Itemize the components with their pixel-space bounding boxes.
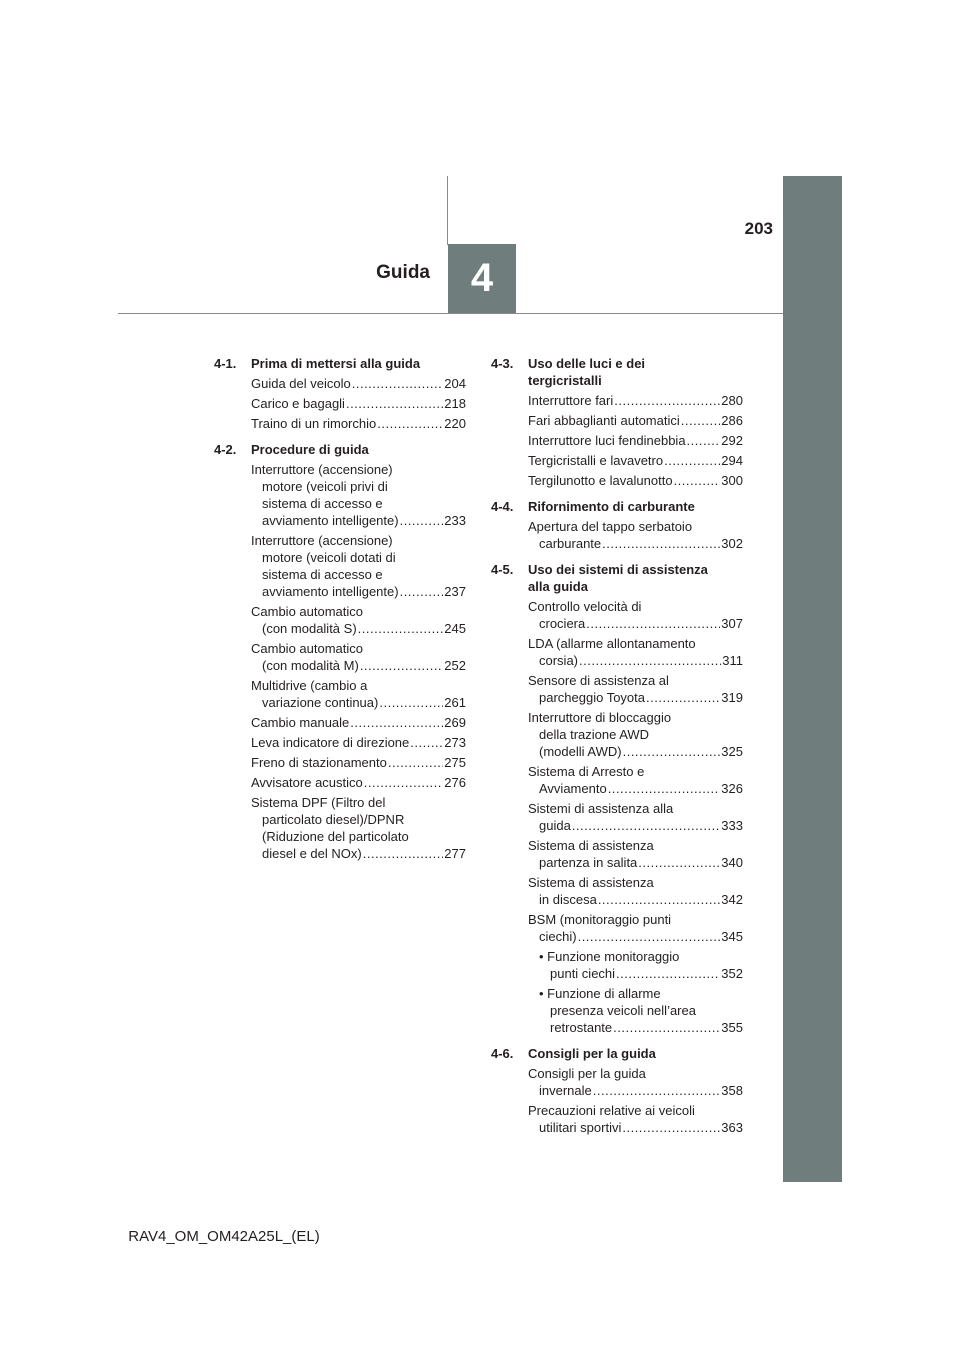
toc-entry-text: Interruttore luci fendinebbia	[528, 433, 686, 448]
toc-leader-dots	[598, 891, 720, 908]
toc-section-number: 4-5.	[491, 562, 514, 577]
toc-entry-line: LDA (allarme allontanamento	[528, 636, 696, 651]
toc-entry-line	[251, 375, 466, 392]
toc-entry[interactable]	[251, 774, 466, 791]
toc-entry-line: particolato diesel)/DPNR	[262, 812, 405, 827]
toc-section-title: Uso dei sistemi di assistenza alla guida	[528, 562, 708, 594]
toc-page-number: 245	[444, 621, 466, 636]
toc-entry-text: Cambio manuale	[251, 715, 350, 730]
toc-leader-dots	[578, 928, 721, 945]
toc-leader-dots	[350, 714, 443, 731]
toc-entry-line: motore (veicoli dotati di	[262, 550, 396, 565]
toc-leader-dots	[572, 817, 720, 834]
toc-entry-text: Freno di stazionamento	[251, 755, 387, 770]
toc-entry-line: Sistema di assistenza	[528, 838, 654, 853]
toc-entry[interactable]	[528, 1102, 743, 1136]
toc-entry[interactable]	[528, 432, 743, 449]
toc-entry-text: Avvisatore acustico	[251, 775, 363, 790]
toc-section-title: Rifornimento di carburante	[528, 499, 695, 514]
toc-leader-dots	[593, 1082, 721, 1099]
toc-leader-dots	[616, 965, 720, 982]
toc-entry[interactable]	[528, 1065, 743, 1099]
toc-section-heading[interactable]	[491, 561, 743, 595]
toc-page-number: 280	[721, 393, 743, 408]
toc-page-number: 294	[721, 453, 743, 468]
toc-leader-dots	[687, 432, 721, 449]
toc-entry-line: Consigli per la guida	[528, 1066, 646, 1081]
toc-section-heading[interactable]	[491, 498, 743, 515]
toc-page-number: 311	[722, 653, 743, 668]
toc-leader-dots	[613, 1019, 720, 1036]
toc-entry[interactable]	[528, 672, 743, 706]
header-horizontal-rule	[118, 313, 783, 314]
toc-page-number: 269	[444, 715, 466, 730]
toc-entry[interactable]	[528, 452, 743, 469]
toc-page-number: 352	[721, 966, 743, 981]
toc-leader-dots	[623, 743, 721, 760]
toc-leader-dots	[400, 512, 444, 529]
toc-entry-text: carburante	[539, 536, 602, 551]
toc-leader-dots	[638, 854, 720, 871]
toc-entry[interactable]	[528, 635, 743, 669]
toc-page-number: 300	[721, 473, 743, 488]
toc-entry[interactable]	[528, 472, 743, 489]
toc-entry-text: (con modalità M)	[262, 658, 359, 673]
toc-page-number: 358	[721, 1083, 743, 1098]
toc-leader-dots	[646, 689, 720, 706]
toc-page-number: 261	[444, 695, 466, 710]
toc-entry-line	[528, 743, 743, 760]
toc-entry-line: Cambio automatico	[251, 641, 363, 656]
toc-entry-line: Cambio automatico	[251, 604, 363, 619]
toc-entry-text: variazione continua)	[262, 695, 379, 710]
toc-leader-dots	[388, 754, 443, 771]
toc-entry-text: invernale	[539, 1083, 592, 1098]
toc-leader-dots	[579, 652, 721, 669]
toc-entry[interactable]	[251, 794, 466, 862]
toc-leader-dots	[352, 375, 444, 392]
toc-section-heading[interactable]	[491, 1045, 743, 1062]
toc-entry[interactable]	[528, 874, 743, 908]
toc-leader-dots	[608, 780, 721, 797]
toc-entry-line	[251, 620, 466, 637]
toc-section-heading[interactable]	[214, 441, 466, 458]
toc-entry-line: Apertura del tappo serbatoio	[528, 519, 693, 534]
toc-entry-text: punti ciechi	[550, 966, 616, 981]
toc-entry-text: (con modalità S)	[262, 621, 357, 636]
toc-page-number: 273	[444, 735, 466, 750]
toc-entry-line: Sensore di assistenza al	[528, 673, 669, 688]
toc-entry-line: sistema di accesso e	[262, 567, 383, 582]
toc-entry-text: in discesa	[539, 892, 597, 907]
toc-entry[interactable]	[528, 709, 743, 760]
toc-entry[interactable]	[251, 532, 466, 600]
toc-entry[interactable]	[251, 734, 466, 751]
toc-entry-text: parcheggio Toyota	[539, 690, 646, 705]
toc-section-number: 4-2.	[214, 442, 237, 457]
toc-entry-text: utilitari sportivi	[539, 1120, 622, 1135]
toc-entry-text: diesel e del NOx)	[262, 846, 362, 861]
toc-entry-line	[528, 1119, 743, 1136]
toc-entry-line	[251, 694, 466, 711]
toc-entry-line: • Funzione di allarme	[539, 986, 661, 1001]
toc-entry-text: Traino di un rimorchio	[251, 416, 377, 431]
toc-page-number: 345	[721, 929, 743, 944]
toc-page-number: 340	[721, 855, 743, 870]
toc-page-number: 302	[721, 536, 743, 551]
toc-entry-text: retrostante	[550, 1020, 613, 1035]
toc-section-title-cont: tergicristalli	[528, 373, 602, 388]
toc-entry-line: Precauzioni relative ai veicoli	[528, 1103, 695, 1118]
toc-entry-text: Tergilunotto e lavalunotto	[528, 473, 673, 488]
toc-page-number: 342	[721, 892, 743, 907]
page-number: 203	[744, 219, 773, 238]
toc-entry-text: avviamento intelligente)	[262, 584, 399, 599]
toc-entry-text: Fari abbaglianti automatici	[528, 413, 680, 428]
toc-entry-line	[251, 512, 466, 529]
toc-entry-line: Interruttore (accensione)	[251, 533, 393, 548]
toc-leader-dots	[377, 415, 443, 432]
toc-entry[interactable]	[251, 395, 466, 412]
toc-entry-line	[528, 689, 743, 706]
toc-entry-line	[251, 583, 466, 600]
toc-section-heading[interactable]	[491, 355, 743, 389]
toc-page-number: 277	[444, 846, 466, 861]
toc-leader-dots	[602, 535, 720, 552]
toc-leader-dots	[400, 583, 444, 600]
toc-entry-text: avviamento intelligente)	[262, 513, 399, 528]
toc-entry[interactable]	[251, 375, 466, 392]
toc-entry-text: Avviamento	[539, 781, 607, 796]
toc-entry-line	[251, 845, 466, 862]
toc-entry[interactable]	[528, 412, 743, 429]
toc-page-number: 233	[444, 513, 466, 528]
toc-page-number: 276	[444, 775, 466, 790]
toc-entry-line	[528, 392, 743, 409]
toc-entry-line: Sistemi di assistenza alla	[528, 801, 674, 816]
toc-entry-text: Tergicristalli e lavavetro	[528, 453, 664, 468]
toc-entry-text: ciechi)	[539, 929, 577, 944]
toc-leader-dots	[360, 657, 443, 674]
toc-entry-line: Sistema di assistenza	[528, 875, 654, 890]
toc-entry-line	[528, 1082, 743, 1099]
toc-section-title: Consigli per la guida	[528, 1046, 656, 1061]
toc-entry-line	[528, 652, 743, 669]
toc-entry[interactable]	[251, 415, 466, 432]
toc-leader-dots	[379, 694, 443, 711]
toc-entry-text: Interruttore fari	[528, 393, 614, 408]
toc-entry-line: Sistema DPF (Filtro del	[251, 795, 386, 810]
toc-entry-line	[528, 432, 743, 449]
toc-leader-dots	[363, 845, 444, 862]
toc-entry-line	[251, 714, 466, 731]
toc-entry-text: partenza in salita	[539, 855, 638, 870]
toc-section-title: Prima di mettersi alla guida	[251, 356, 421, 371]
toc-entry-line	[251, 415, 466, 432]
toc-entry-line	[528, 472, 743, 489]
toc-entry-text: guida	[539, 818, 571, 833]
toc-entry-text: Carico e bagagli	[251, 396, 345, 411]
toc-entry[interactable]	[251, 677, 466, 711]
toc-entry-line	[251, 734, 466, 751]
toc-entry[interactable]	[528, 392, 743, 409]
toc-entry[interactable]	[528, 763, 743, 797]
toc-entry-line	[528, 535, 743, 552]
toc-leader-dots	[586, 615, 720, 632]
toc-entry[interactable]	[251, 603, 466, 637]
toc-entry-line: Interruttore (accensione)	[251, 462, 393, 477]
toc-entry[interactable]	[251, 754, 466, 771]
toc-entry[interactable]	[539, 948, 743, 982]
toc-right-column	[491, 355, 743, 1139]
toc-entry-text: (modelli AWD)	[539, 744, 622, 759]
header-vertical-rule	[447, 176, 448, 245]
toc-entry-line: sistema di accesso e	[262, 496, 383, 511]
toc-leader-dots	[358, 620, 444, 637]
toc-entry-line	[528, 817, 743, 834]
toc-left-column	[214, 355, 466, 865]
toc-entry-line: (Riduzione del particolato	[262, 829, 409, 844]
toc-section-number: 4-3.	[491, 356, 514, 371]
toc-entry-line	[528, 780, 743, 797]
toc-entry-line	[528, 891, 743, 908]
chapter-number-box: 4	[448, 244, 516, 313]
toc-leader-dots	[622, 1119, 720, 1136]
toc-section-heading[interactable]	[214, 355, 466, 372]
toc-page-number: 275	[444, 755, 466, 770]
toc-section-number: 4-1.	[214, 356, 237, 371]
toc-leader-dots	[346, 395, 443, 412]
toc-entry-text: Guida del veicolo	[251, 376, 351, 391]
toc-leader-dots	[674, 472, 721, 489]
toc-entry[interactable]	[528, 911, 743, 945]
toc-entry-text: crociera	[539, 616, 586, 631]
toc-entry-line: Sistema di Arresto e	[528, 764, 645, 779]
toc-page-number: 204	[444, 376, 466, 391]
toc-entry-line	[528, 452, 743, 469]
toc-entry[interactable]	[528, 800, 743, 834]
toc-entry-line: della trazione AWD	[539, 727, 650, 742]
toc-leader-dots	[664, 452, 720, 469]
toc-leader-dots	[614, 392, 720, 409]
toc-page-number: 326	[721, 781, 743, 796]
toc-entry-line	[528, 412, 743, 429]
toc-entry[interactable]	[251, 714, 466, 731]
toc-page-number: 286	[721, 413, 743, 428]
toc-leader-dots	[364, 774, 444, 791]
toc-entry-line	[539, 965, 743, 982]
toc-entry-line: • Funzione monitoraggio	[539, 949, 680, 964]
toc-leader-dots	[681, 412, 721, 429]
toc-entry-line: Controllo velocità di	[528, 599, 642, 614]
toc-entry-line: presenza veicoli nell’area	[550, 1003, 696, 1018]
chapter-side-tab	[783, 176, 842, 1182]
toc-section-number: 4-4.	[491, 499, 514, 514]
toc-entry-text: corsia)	[539, 653, 579, 668]
chapter-title: Guida	[376, 262, 430, 283]
toc-entry[interactable]	[539, 985, 743, 1036]
toc-entry[interactable]	[251, 461, 466, 529]
toc-entry-line	[251, 774, 466, 791]
toc-entry-line	[539, 1019, 743, 1036]
toc-page-number: 363	[721, 1120, 743, 1135]
document-code-footer: RAV4_OM_OM42A25L_(EL)	[128, 1228, 320, 1245]
toc-section-title-cont: alla guida	[528, 579, 588, 594]
toc-leader-dots	[410, 734, 443, 751]
toc-entry-line	[251, 395, 466, 412]
toc-page-number: 220	[444, 416, 466, 431]
toc-entry[interactable]	[528, 598, 743, 632]
toc-entry[interactable]	[528, 837, 743, 871]
toc-entry-line	[528, 928, 743, 945]
toc-page-number: 292	[721, 433, 743, 448]
toc-entry-line: motore (veicoli privi di	[262, 479, 388, 494]
toc-page-number: 237	[444, 584, 466, 599]
toc-entry-line	[251, 754, 466, 771]
toc-page-number: 319	[721, 690, 743, 705]
toc-entry-line: Multidrive (cambio a	[251, 678, 368, 693]
toc-entry-text: Leva indicatore di direzione	[251, 735, 410, 750]
toc-page-number: 333	[721, 818, 743, 833]
toc-page-number: 307	[721, 616, 743, 631]
toc-page-number: 325	[721, 744, 743, 759]
toc-section-title: Uso delle luci e dei tergicristalli	[528, 356, 646, 388]
toc-page-number: 355	[721, 1020, 743, 1035]
toc-section-number: 4-6.	[491, 1046, 514, 1061]
toc-entry[interactable]	[251, 640, 466, 674]
toc-entry-line	[251, 657, 466, 674]
toc-entry-line	[528, 854, 743, 871]
toc-entry-line: Interruttore di bloccaggio	[528, 710, 672, 725]
toc-page-number: 218	[444, 396, 466, 411]
toc-entry-line: BSM (monitoraggio punti	[528, 912, 672, 927]
toc-page-number: 252	[444, 658, 466, 673]
toc-section-title: Procedure di guida	[251, 442, 369, 457]
toc-entry[interactable]	[528, 518, 743, 552]
toc-entry-line	[528, 615, 743, 632]
